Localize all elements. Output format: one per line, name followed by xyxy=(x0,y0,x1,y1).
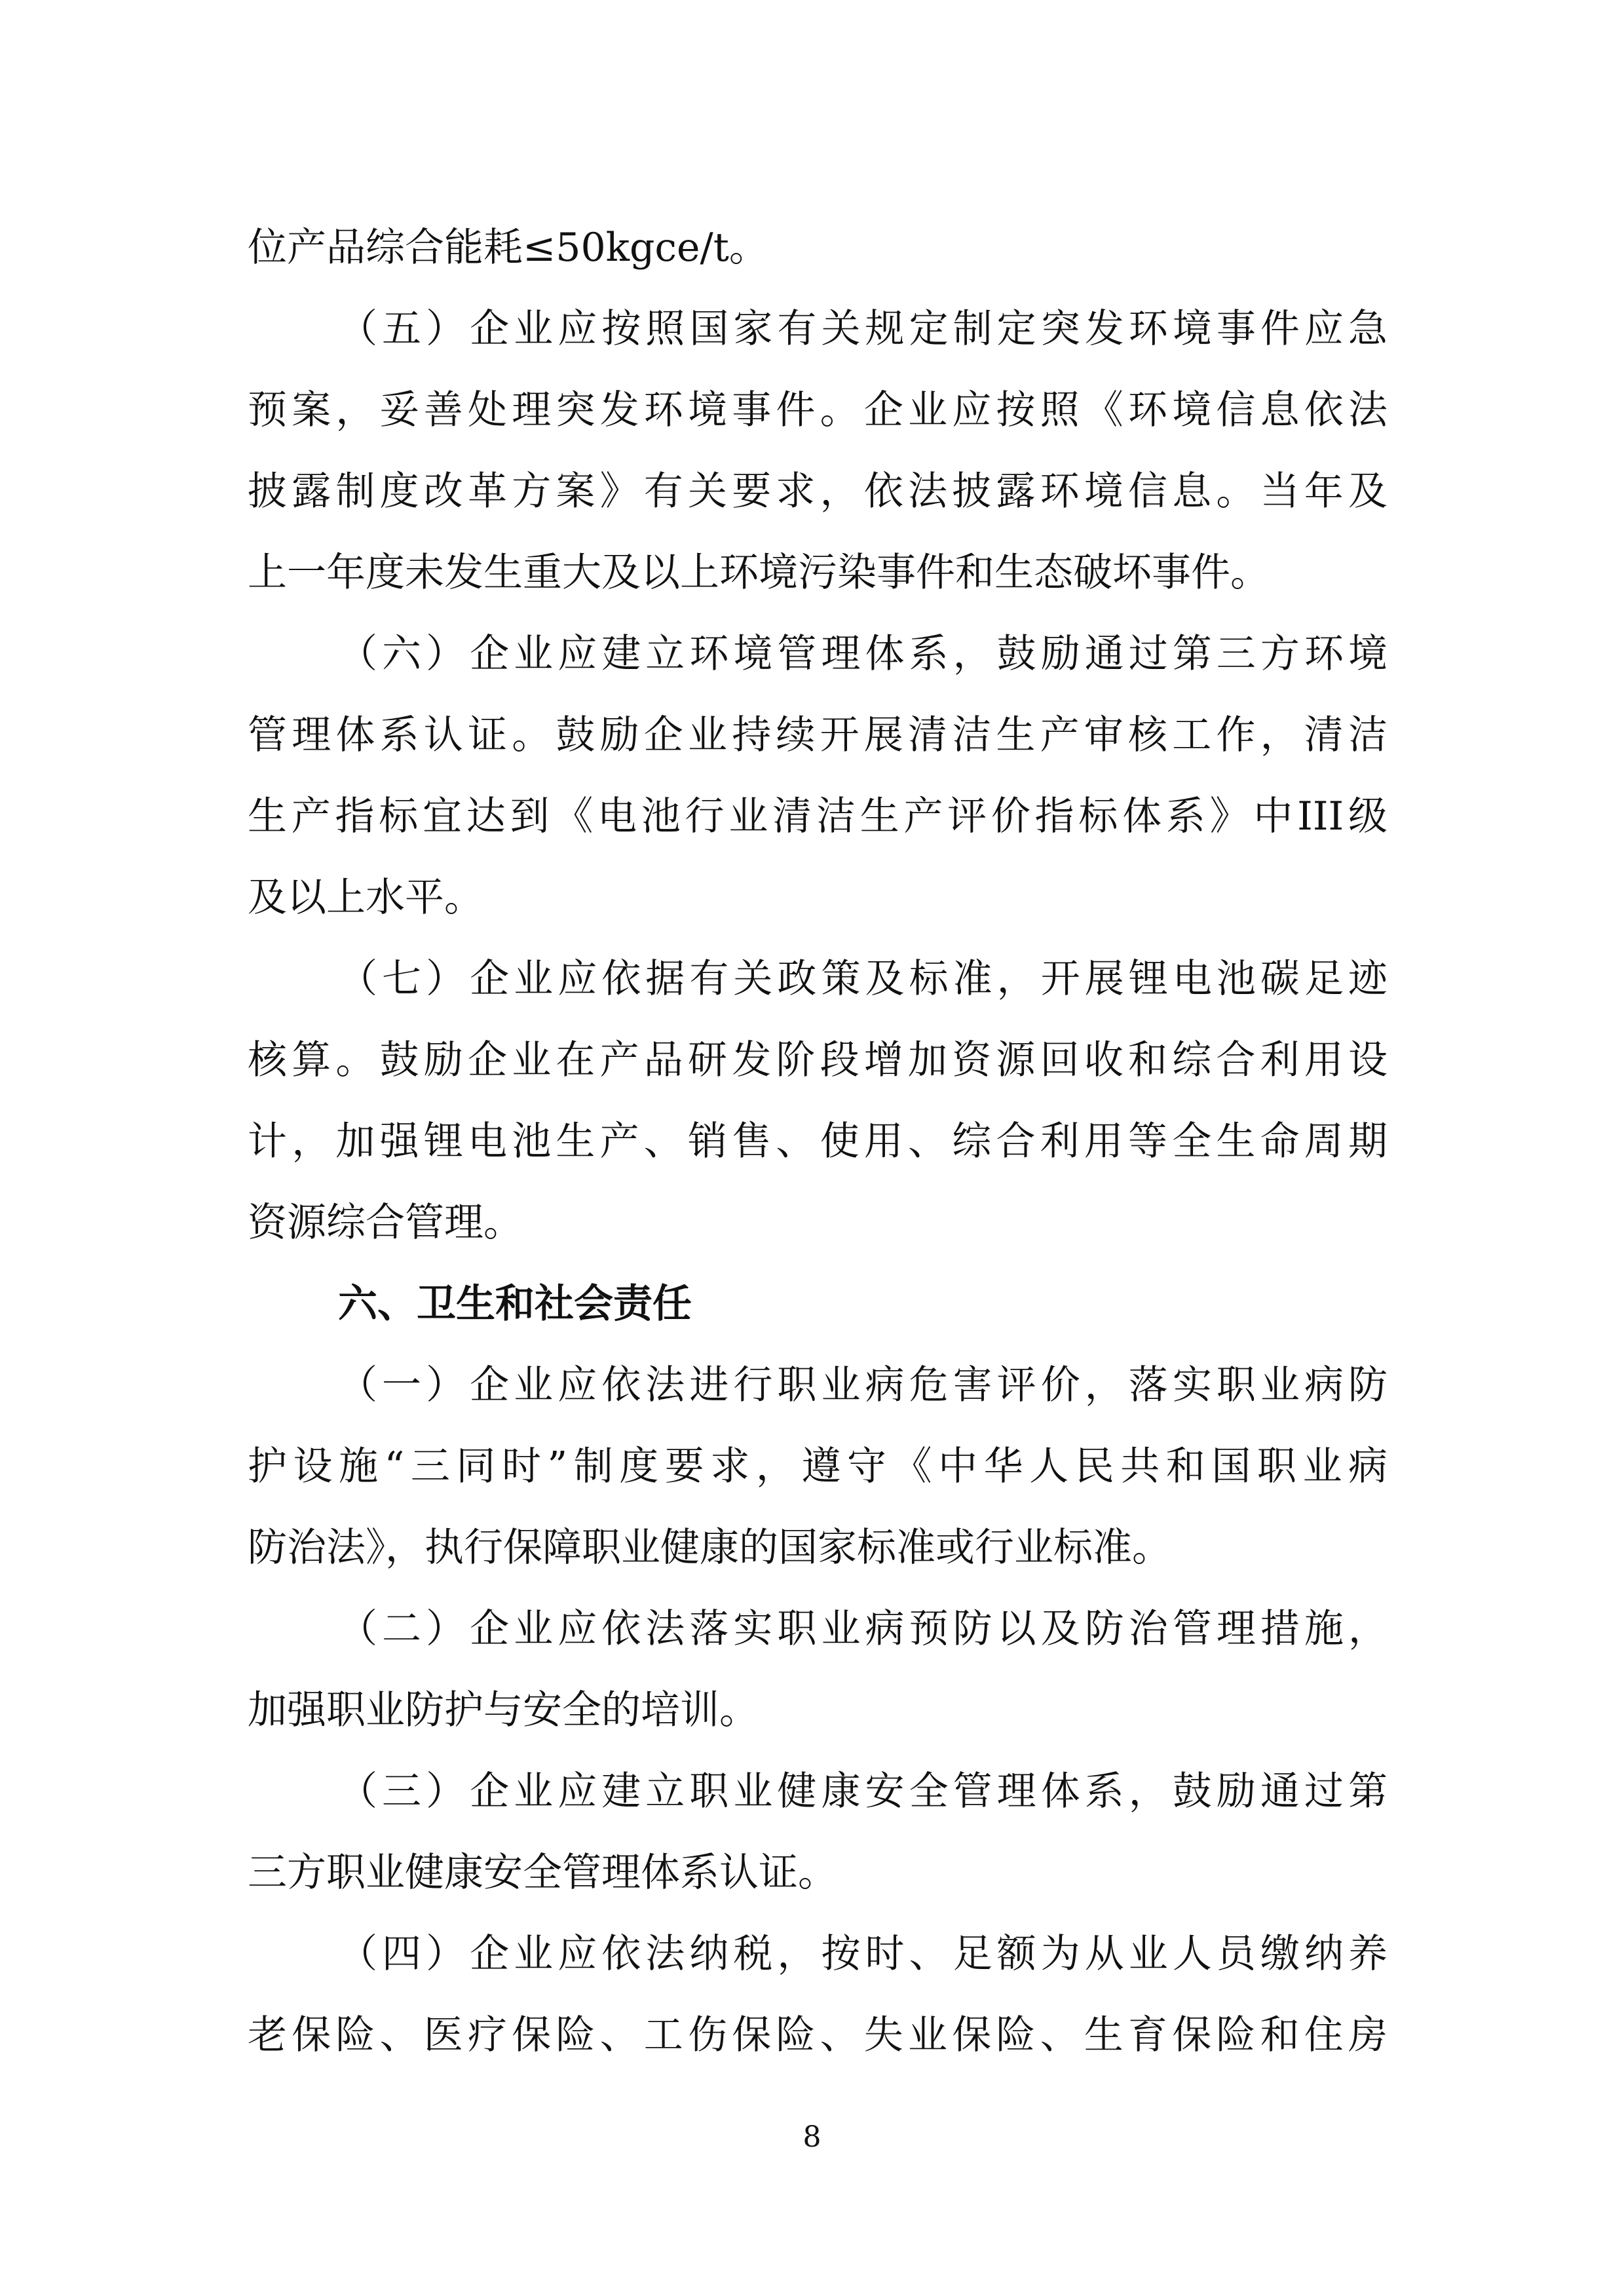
text-line: 核算。鼓励企业在产品研发阶段增加资源回收和综合利用设 xyxy=(248,1037,1388,1083)
text-line: 护设施“三同时”制度要求，遵守《中华人民共和国职业病 xyxy=(248,1444,1388,1489)
section-heading: 六、卫生和社会责任 xyxy=(338,1281,692,1327)
paragraph-start: （六）企业应建立环境管理体系，鼓励通过第三方环境 xyxy=(338,631,1388,677)
paragraph-start: （三）企业应建立职业健康安全管理体系，鼓励通过第 xyxy=(338,1769,1388,1814)
text-line: 及以上水平。 xyxy=(248,875,483,921)
paragraph-start: （四）企业应依法纳税，按时、足额为从业人员缴纳养 xyxy=(338,1931,1388,1977)
page-number: 8 xyxy=(803,2120,821,2154)
text-line: 防治法》，执行保障职业健康的国家标准或行业标准。 xyxy=(248,1525,1171,1571)
text-line: 老保险、医疗保险、工伤保险、失业保险、生育保险和住房 xyxy=(248,2012,1388,2058)
text-line: 三方职业健康安全管理体系认证。 xyxy=(248,1850,837,1896)
text-line: 管理体系认证。鼓励企业持续开展清洁生产审核工作，清洁 xyxy=(248,712,1388,758)
text-line: 加强职业防护与安全的培训。 xyxy=(248,1687,759,1733)
text-line: 资源综合管理。 xyxy=(248,1200,523,1246)
paragraph-start: （五）企业应按照国家有关规定制定突发环境事件应急 xyxy=(338,306,1388,352)
text-line: 披露制度改革方案》有关要求，依法披露环境信息。当年及 xyxy=(248,469,1388,514)
paragraph-start: （七）企业应依据有关政策及标准，开展锂电池碳足迹 xyxy=(338,956,1388,1002)
text-line: 预案，妥善处理突发环境事件。企业应按照《环境信息依法 xyxy=(248,387,1388,433)
text-line: 计，加强锂电池生产、销售、使用、综合利用等全生命周期 xyxy=(248,1119,1388,1164)
paragraph-start: （一）企业应依法进行职业病危害评价，落实职业病防 xyxy=(338,1362,1388,1408)
paragraph-start: （二）企业应依法落实职业病预防以及防治管理措施， xyxy=(338,1606,1388,1652)
text-line: 生产指标宜达到《电池行业清洁生产评价指标体系》中III级 xyxy=(248,794,1388,839)
text-line: 位产品综合能耗≤50kgce/t。 xyxy=(248,225,768,271)
text-line: 上一年度未发生重大及以上环境污染事件和生态破坏事件。 xyxy=(248,550,1270,596)
